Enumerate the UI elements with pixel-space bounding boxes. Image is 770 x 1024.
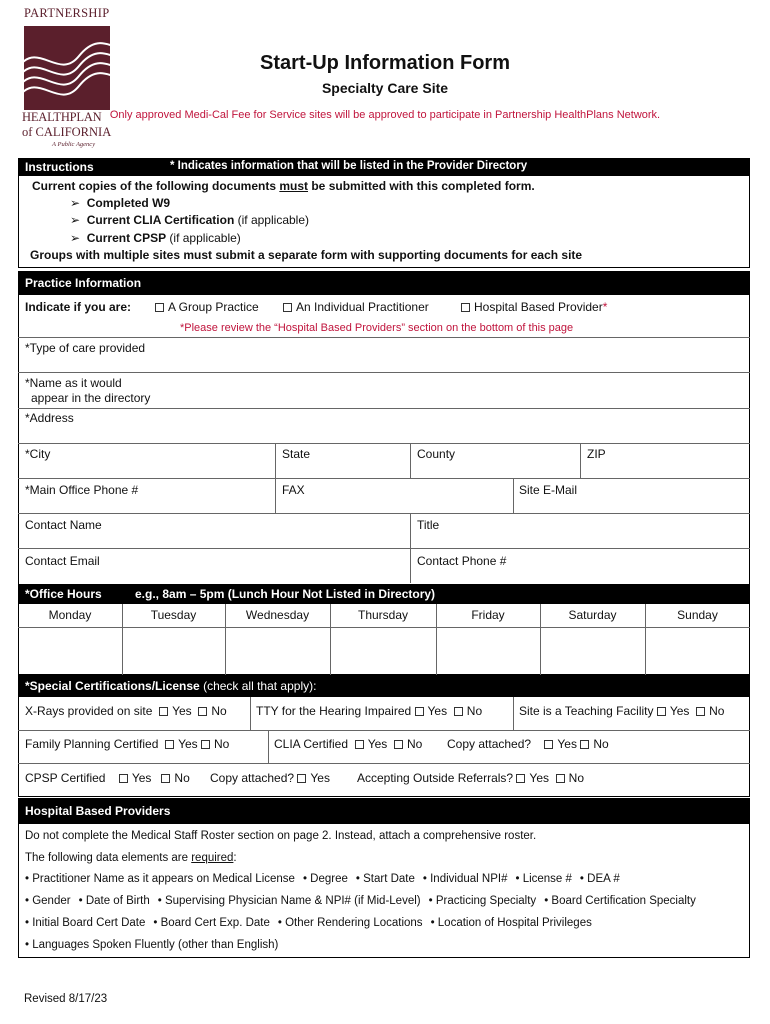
main-phone-field[interactable]: *Main Office Phone #	[25, 483, 139, 497]
xrays-row: X-Rays provided on site Yes No	[25, 704, 227, 718]
checkbox[interactable]	[580, 740, 589, 749]
site-email-field[interactable]: Site E-Mail	[519, 483, 578, 497]
required-note: The following data elements are required:	[25, 852, 237, 864]
hours-input-friday[interactable]	[436, 627, 540, 675]
checkbox[interactable]	[556, 774, 565, 783]
checkbox[interactable]	[119, 774, 128, 783]
required-elements-row	[25, 939, 286, 951]
checkbox[interactable]	[165, 740, 174, 749]
checkbox[interactable]	[696, 707, 705, 716]
logo-text-california: of CALIFORNIA	[22, 125, 112, 139]
checkbox[interactable]	[198, 707, 207, 716]
revised-date: Revised 8/17/23	[24, 993, 108, 1005]
hours-input-saturday[interactable]	[540, 627, 645, 675]
checkbox[interactable]	[454, 707, 463, 716]
required-element: • Board Cert Exp. Date	[153, 917, 270, 929]
required-element: • Other Rendering Locations	[277, 917, 423, 929]
clia-copy-row: Copy attached? Yes No	[447, 737, 609, 751]
checkbox[interactable]	[355, 740, 364, 749]
certifications-label: *Special Certifications/License (check all that apply):	[25, 679, 317, 693]
day-label-thursday: Thursday	[357, 608, 409, 622]
logo-text-healthplan: HEALTHPLAN	[22, 110, 102, 124]
required-element: • Start Date	[355, 873, 415, 885]
practice-info-title: Practice Information	[25, 276, 142, 290]
checkbox[interactable]	[161, 774, 170, 783]
directory-note: * Indicates information that will be listed in the Provider Directory	[170, 160, 528, 172]
directory-name-field[interactable]: *Name as it would appear in the directory	[25, 376, 151, 405]
office-hours-bar	[18, 584, 750, 604]
required-element: • Gender	[25, 895, 71, 907]
required-element: • Initial Board Cert Date	[25, 917, 146, 929]
required-element: • Location of Hospital Privileges	[430, 917, 592, 929]
day-label-saturday: Saturday	[568, 608, 617, 622]
logo-text-partnership: PARTNERSHIP	[24, 6, 110, 20]
indicate-label: Indicate if you are:	[25, 300, 132, 314]
page-subtitle: Specialty Care Site	[321, 80, 449, 96]
hospital-review-note: *Please review the “Hospital Based Providers” section on the bottom of this page	[180, 322, 574, 334]
required-element: • License #	[515, 873, 572, 885]
zip-field[interactable]: ZIP	[587, 447, 606, 461]
required-element: • Individual NPI#	[422, 873, 508, 885]
contact-name-field[interactable]: Contact Name	[25, 518, 102, 532]
hospital-providers-bar	[18, 798, 750, 824]
required-element: • DEA #	[579, 873, 620, 885]
checkbox[interactable]	[544, 740, 553, 749]
required-element: • Date of Birth	[78, 895, 150, 907]
required-element: • Supervising Physician Name & NPI# (if Mid-Level)	[157, 895, 421, 907]
checkbox[interactable]	[394, 740, 403, 749]
hospital-providers-title: Hospital Based Providers	[25, 804, 171, 818]
hours-input-thursday[interactable]	[330, 627, 436, 675]
referrals-row: Accepting Outside Referrals? Yes No	[357, 771, 585, 785]
doc-item: ➢ Current CLIA Certification (if applicable)	[70, 213, 309, 227]
checkbox[interactable]	[297, 774, 306, 783]
required-elements-row	[25, 873, 628, 885]
day-label-monday: Monday	[48, 608, 92, 622]
type-of-care-field[interactable]: *Type of care provided	[25, 341, 146, 355]
state-field[interactable]: State	[282, 447, 311, 461]
checkbox[interactable]	[516, 774, 525, 783]
contact-email-field[interactable]: Contact Email	[25, 554, 100, 568]
groups-note: Groups with multiple sites must submit a separate form with supporting documents for each site	[30, 248, 583, 262]
option-individual-practitioner[interactable]: An Individual Practitioner	[283, 300, 429, 314]
day-label-sunday: Sunday	[677, 608, 718, 622]
checkbox[interactable]	[201, 740, 210, 749]
fax-field[interactable]: FAX	[282, 483, 305, 497]
clia-row: CLIA Certified Yes No	[274, 737, 423, 751]
checkbox[interactable]	[461, 303, 470, 312]
checkbox[interactable]	[657, 707, 666, 716]
documents-lead: Current copies of the following documents must be submitted with this completed form.	[32, 179, 535, 193]
contact-phone-field[interactable]: Contact Phone #	[417, 554, 507, 568]
teaching-row: Site is a Teaching Facility Yes No	[519, 704, 725, 718]
hours-input-monday[interactable]	[18, 627, 122, 675]
day-label-friday: Friday	[471, 608, 505, 622]
required-element: • Board Certification Specialty	[544, 895, 696, 907]
doc-item: ➢ Current CPSP (if applicable)	[70, 231, 241, 245]
day-label-wednesday: Wednesday	[245, 608, 310, 622]
required-elements-row	[25, 895, 704, 907]
logo-text-tagline: A Public Agency	[52, 141, 96, 148]
hospital-providers-box	[18, 824, 750, 958]
cpsp-copy-row: Copy attached? Yes	[210, 771, 330, 785]
instructions-label: Instructions	[25, 160, 94, 174]
checkbox[interactable]	[415, 707, 424, 716]
certifications-bar	[18, 675, 750, 697]
checkbox[interactable]	[159, 707, 168, 716]
checkbox[interactable]	[155, 303, 164, 312]
page-title: Start-Up Information Form	[260, 52, 510, 74]
day-label-tuesday: Tuesday	[150, 608, 197, 622]
city-field[interactable]: *City	[25, 447, 51, 461]
hours-input-wednesday[interactable]	[225, 627, 330, 675]
county-field[interactable]: County	[417, 447, 456, 461]
hours-input-tuesday[interactable]	[122, 627, 225, 675]
checkbox[interactable]	[283, 303, 292, 312]
instructions-bar	[18, 158, 750, 176]
required-element: • Practitioner Name as it appears on Medical License	[25, 873, 295, 885]
required-elements-row	[25, 917, 600, 929]
option-hospital-based[interactable]: Hospital Based Provider*	[461, 300, 607, 314]
office-hours-example: e.g., 8am – 5pm (Lunch Hour Not Listed in Directory)	[135, 587, 436, 601]
cpsp-row: CPSP Certified Yes No	[25, 771, 190, 785]
required-element: • Languages Spoken Fluently (other than English)	[25, 939, 279, 951]
required-element: • Practicing Specialty	[428, 895, 537, 907]
required-element: • Degree	[302, 873, 348, 885]
practice-info-bar	[18, 271, 750, 295]
address-field[interactable]: *Address	[25, 411, 74, 425]
option-group-practice[interactable]: A Group Practice	[155, 300, 259, 314]
office-hours-label: *Office Hours	[25, 587, 102, 601]
title-field[interactable]: Title	[417, 518, 440, 532]
roster-note: Do not complete the Medical Staff Roster section on page 2. Instead, attach a comprehensive roster.	[25, 830, 537, 842]
approval-notice: Only approved Medi-Cal Fee for Service sites will be approved to participate in Partnership HealthPlans Network.	[109, 109, 661, 121]
hours-input-sunday[interactable]	[645, 627, 750, 675]
doc-item: ➢ Completed W9	[70, 196, 171, 210]
tty-row: TTY for the Hearing Impaired Yes No	[256, 704, 483, 718]
family-planning-row: Family Planning Certified Yes No	[25, 737, 230, 751]
logo	[22, 6, 117, 148]
